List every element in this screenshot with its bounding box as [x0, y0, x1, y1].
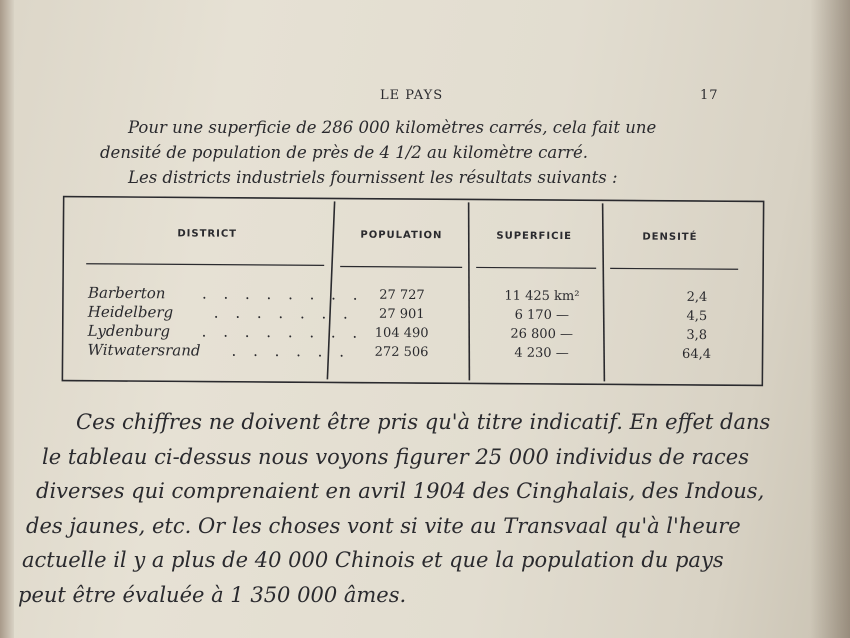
- intro-paragraph: [100, 115, 740, 190]
- cell-district: Heidelberg: [87, 302, 174, 322]
- districts-table: [61, 196, 764, 387]
- body-line: peut être évaluée à 1 350 000 âmes.: [18, 582, 407, 607]
- header-district: DISTRICT: [177, 228, 238, 240]
- cell-superficie: 26 800 —: [510, 326, 574, 343]
- cell-district: Witwatersrand: [87, 340, 201, 360]
- page-number: 17: [700, 88, 719, 103]
- body-line: actuelle il y a plus de 40 000 Chinois et que la population du pays: [22, 548, 724, 572]
- cell-population: 27 727: [379, 287, 425, 304]
- cell-population: 272 506: [374, 344, 429, 361]
- leader-dots: . . . . . .: [231, 341, 351, 361]
- header-superficie: SUPERFICIE: [496, 230, 573, 243]
- intro-line: Les districts industriels fournissent les résultats suivants :: [128, 168, 618, 187]
- running-header: LE PAYS: [380, 88, 444, 103]
- table-body: [62, 284, 765, 365]
- intro-line: Pour une superficie de 286 000 kilomètres carrés, cela fait une: [128, 118, 657, 137]
- cell-superficie: 4 230 —: [514, 345, 569, 362]
- cell-population: 104 490: [374, 325, 429, 342]
- leader-dots: . . . . . . . .: [201, 322, 364, 342]
- cell-population: 27 901: [379, 306, 425, 323]
- body-line: des jaunes, etc. Or les choses vont si vite au Transvaal qu'à l'heure: [26, 513, 741, 538]
- body-paragraph: [18, 405, 818, 612]
- header-population: POPULATION: [360, 229, 443, 242]
- cell-superficie: 6 170 —: [514, 307, 570, 324]
- body-line: diverses qui comprenaient en avril 1904 des Cinghalais, des Indous,: [36, 479, 765, 503]
- cell-densite: 3,8: [686, 327, 708, 344]
- cell-district: Lydenburg: [87, 321, 171, 341]
- cell-densite: 64,4: [682, 346, 712, 363]
- intro-line: densité de population de près de 4 1/2 au kilomètre carré.: [100, 143, 589, 162]
- cell-district: Barberton: [87, 283, 166, 303]
- leader-dots: . . . . . . .: [213, 303, 354, 323]
- cell-densite: 4,5: [686, 308, 708, 325]
- leader-dots: . . . . . . . .: [201, 284, 364, 304]
- cell-densite: 2,4: [686, 289, 708, 306]
- body-line: le tableau ci-dessus nous voyons figurer 25 000 individus de races: [42, 444, 749, 469]
- cell-superficie: 11 425 km²: [504, 288, 580, 305]
- header-densite: DENSITÉ: [642, 231, 698, 243]
- body-line: Ces chiffres ne doivent être pris qu'à titre indicatif. En effet dans: [76, 410, 771, 434]
